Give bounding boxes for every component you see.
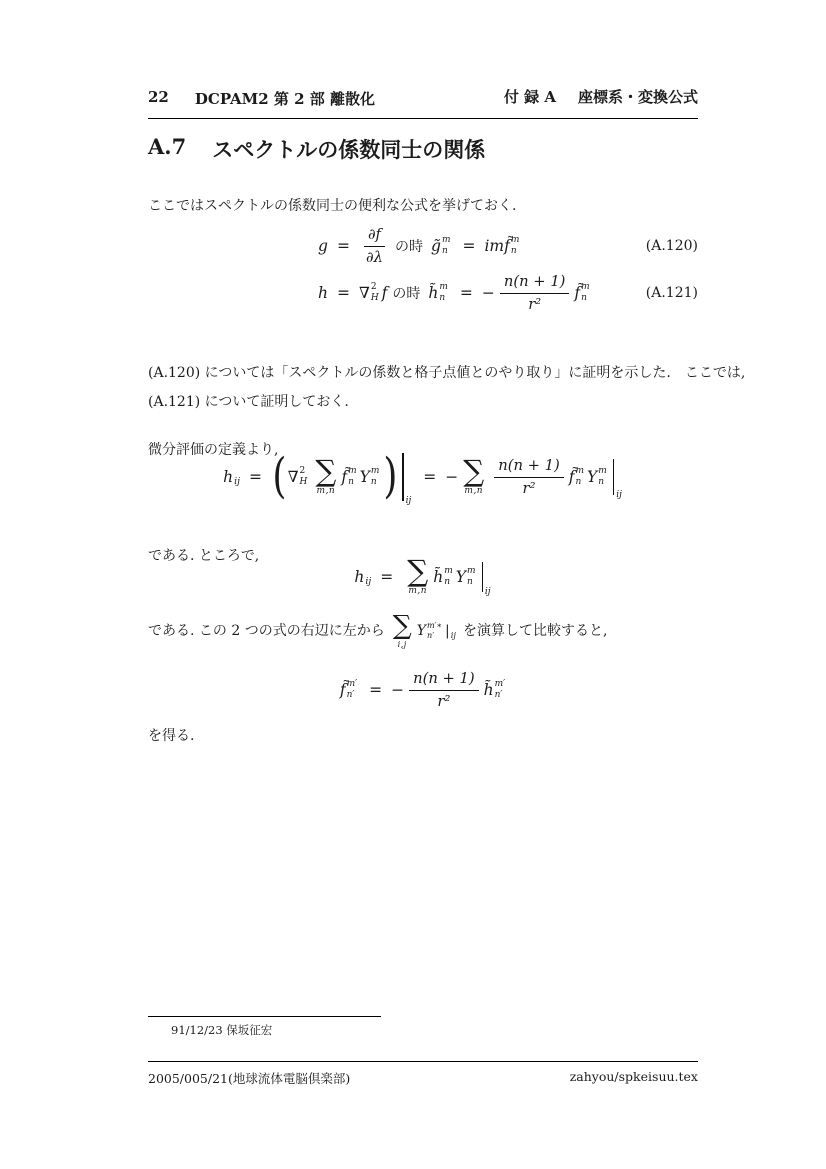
- section-number: A.7: [148, 134, 187, 159]
- var-f-tilde-prime: [340, 679, 360, 701]
- equals-sign: =: [423, 468, 437, 486]
- sum-limits: m,n: [316, 485, 336, 496]
- text-no-toki: の時: [395, 239, 423, 255]
- var-f-tilde: f̃: [339, 681, 346, 699]
- operator-laplacian: [288, 466, 311, 488]
- supsub-mn: [467, 566, 476, 588]
- sum-over-mn: [315, 454, 337, 496]
- sup-m: m: [598, 466, 607, 477]
- footnote-rule: [148, 1016, 381, 1017]
- sub-n-prime: n′: [426, 630, 435, 640]
- sub-n-prime: n′: [346, 690, 355, 700]
- header-right-title: 座標系・変換公式: [577, 88, 698, 106]
- supsub-mstar-nprime: [427, 621, 442, 641]
- section-title-text: スペクトルの係数同士の関係: [212, 137, 486, 162]
- sub-n: n: [444, 577, 451, 587]
- proof-reference-paragraph: [148, 359, 746, 417]
- var-f-tilde-nm: [574, 282, 592, 304]
- sup-m: m: [441, 235, 451, 246]
- comparison-paragraph: [148, 606, 700, 656]
- sigma-icon: ∑: [315, 454, 337, 489]
- var-Y: Y: [587, 468, 598, 486]
- var-g: g: [318, 237, 328, 255]
- equation-a120-body: [318, 226, 522, 266]
- vertical-bar-icon: [482, 562, 483, 592]
- supsub-mn: [511, 235, 520, 257]
- equation-group: [148, 224, 698, 315]
- conclusion-text: を得る.: [148, 728, 195, 744]
- var-Y-nm: [456, 566, 479, 588]
- eval-sub-ij: ij: [405, 496, 412, 506]
- sub-n: n: [467, 577, 473, 587]
- sum-limits: m,n: [408, 585, 428, 596]
- section-heading: [148, 134, 698, 164]
- sup-m-prime: m′: [346, 679, 358, 690]
- footnote-text: 91/12/23 保坂征宏: [171, 1023, 273, 1037]
- sub-ij: ij: [365, 575, 372, 587]
- sub-n-prime: n′: [494, 690, 503, 700]
- sub-n: n: [441, 246, 448, 256]
- var-h-tilde: h̃: [483, 681, 494, 699]
- sup-m: m: [370, 466, 380, 477]
- text-no-toki: の時: [392, 286, 421, 302]
- supsub-mn: [439, 282, 448, 304]
- fraction-denominator: r²: [437, 692, 451, 710]
- equals-sign: =: [462, 237, 476, 255]
- equation-a121: [148, 271, 698, 315]
- fraction-denominator: ∂λ: [365, 248, 383, 266]
- sup-m-prime: m′: [494, 679, 506, 690]
- sub-ij: ij: [234, 475, 240, 487]
- sub-n: n: [598, 477, 605, 487]
- fraction-numerator: n(n + 1): [494, 457, 564, 478]
- var-Y: Y: [359, 468, 370, 486]
- right-paren: ): [383, 448, 398, 505]
- supsub-2H: [300, 466, 308, 488]
- var-Y-conjugate: [417, 617, 456, 646]
- equation-a120: [148, 224, 698, 268]
- var-im: im: [484, 237, 505, 255]
- fraction-numerator: n(n + 1): [500, 273, 570, 294]
- nabla-icon: ∇: [287, 468, 299, 486]
- minus-sign: −: [481, 284, 495, 302]
- sup-m: m: [581, 282, 590, 293]
- equals-sign: =: [459, 284, 473, 302]
- eval-sub-ij: ij: [484, 587, 491, 597]
- comparison-text-pre: である. この 2 つの式の右辺に左から: [148, 622, 385, 639]
- header-left-title: DCPAM2 第 2 部 離散化: [194, 90, 376, 108]
- var-Y-nm: [587, 466, 610, 488]
- page-footer: [148, 1061, 698, 1087]
- fraction-numerator: n(n + 1): [409, 670, 479, 691]
- var-Y-nm: [360, 466, 383, 488]
- header-right: [504, 86, 698, 107]
- var-h-tilde: h̃: [433, 568, 444, 586]
- supsub-mn: [598, 466, 607, 488]
- var-f-tilde: f̃: [568, 468, 575, 486]
- header-appendix-label: 付 録 A: [503, 88, 556, 106]
- footer-right-filename: zahyou/spkeisuu.tex: [569, 1069, 698, 1084]
- sub-n: n: [439, 293, 446, 303]
- sub-n: n: [581, 293, 587, 303]
- derivative-definition-text: 微分評価の定義より,: [148, 442, 279, 458]
- footnote-block: [148, 1016, 700, 1038]
- dearu-tokorode-text: である. ところで,: [148, 548, 260, 564]
- sub-n: n: [348, 477, 354, 487]
- var-h-tilde-prime: [484, 679, 509, 701]
- supsub-mprime-nprime: [347, 679, 358, 701]
- page-header: [148, 86, 698, 119]
- sum-limits: i,j: [397, 638, 407, 649]
- page-number: 22: [148, 88, 169, 106]
- var-f-tilde-nm: [341, 466, 359, 488]
- var-h: h: [318, 284, 328, 302]
- var-f: f: [381, 284, 388, 302]
- equals-sign: =: [380, 568, 394, 586]
- var-h-tilde: h̃: [428, 284, 439, 302]
- comparison-text-post: を演算して比較すると,: [463, 622, 608, 639]
- var-g-tilde-nm: [431, 235, 453, 257]
- term-im-f-tilde: [484, 235, 522, 257]
- left-paren: (: [272, 448, 287, 505]
- equals-sign: =: [248, 468, 262, 486]
- supsub-mn: [442, 235, 451, 257]
- supsub-mn: [371, 466, 380, 488]
- minus-sign: −: [445, 468, 459, 486]
- sigma-icon: ∑: [392, 609, 412, 641]
- evaluation-bar-ij: [482, 562, 491, 597]
- evaluation-bar-ij: [613, 459, 622, 500]
- var-h-tilde-nm: [433, 566, 456, 588]
- sigma-icon: ∑: [407, 554, 429, 589]
- var-h-tilde-nm: [428, 282, 451, 304]
- var-g-tilde: g̃: [431, 237, 441, 255]
- vertical-bar-icon: [402, 453, 403, 501]
- equation-number-a120: (A.120): [645, 238, 698, 254]
- proof-line-2: (A.121) について証明しておく.: [148, 394, 349, 410]
- var-f-tilde: f̃: [574, 284, 581, 302]
- sup-m: m: [575, 466, 585, 477]
- equation-final-relation: [148, 664, 700, 716]
- equals-sign: =: [336, 284, 350, 302]
- sup-m: m: [439, 282, 448, 293]
- var-h-ij: [354, 568, 371, 586]
- eval-sub-ij: ij: [616, 490, 622, 500]
- vertical-bar-icon: [613, 459, 614, 495]
- fraction-df-dlambda: [364, 226, 385, 266]
- footer-left-text: 2005/005/21(地球流体電脳倶楽部): [148, 1071, 351, 1086]
- var-f-tilde: f̃: [341, 468, 348, 486]
- equation-number-a121: (A.121): [645, 285, 698, 301]
- sub-H: H: [299, 477, 308, 487]
- supsub-2H: [371, 282, 379, 304]
- var-Y: Y: [416, 622, 426, 639]
- var-Y: Y: [455, 568, 466, 586]
- fraction-numerator: ∂f: [364, 226, 385, 247]
- var-h: h: [354, 568, 365, 586]
- sum-over-mn: [407, 554, 429, 596]
- sup-2: 2: [370, 282, 377, 293]
- sup-m-prime-star: m′∗: [426, 620, 443, 631]
- sub-H: H: [370, 293, 379, 303]
- sub-n: n: [510, 246, 517, 256]
- var-h-ij: [223, 468, 240, 486]
- equals-sign: =: [369, 681, 383, 699]
- header-left: [148, 88, 375, 109]
- eval-sub-ij: ij: [450, 629, 457, 640]
- sup-m: m: [444, 566, 453, 577]
- operator-laplacian-f: [359, 282, 387, 304]
- sup-m: m: [510, 235, 520, 246]
- equation-a121-body: [318, 273, 593, 313]
- sup-2: 2: [299, 466, 306, 477]
- proof-line-1: (A.120) については「スペクトルの係数と格子点値とのやり取り」に証明を示した. ここでは,: [148, 365, 746, 381]
- nabla-icon: ∇: [358, 284, 370, 302]
- var-h: h: [223, 468, 234, 486]
- equation-hij-spectral-sum: [148, 552, 700, 602]
- fraction-denominator: r²: [522, 479, 536, 497]
- evaluation-bar-ij: [402, 453, 412, 506]
- equation-hij-definition: [148, 445, 700, 509]
- var-f-tilde: f̃: [504, 237, 510, 255]
- vertical-bar-icon: |: [445, 622, 450, 639]
- sup-m: m: [467, 566, 476, 577]
- sup-m: m: [348, 466, 357, 477]
- sum-over-ij: [392, 609, 412, 649]
- fraction-nn1-r2: [409, 670, 479, 710]
- fraction-nn1-r2: [494, 457, 564, 497]
- supsub-mn: [348, 466, 357, 488]
- supsub-mn: [581, 282, 590, 304]
- sum-over-mn: [463, 454, 485, 496]
- fraction-nn1-r2: [500, 273, 570, 313]
- var-f-tilde-nm: [569, 466, 587, 488]
- sum-limits: m,n: [464, 485, 484, 496]
- fraction-denominator: r²: [528, 295, 542, 313]
- supsub-mn: [576, 466, 585, 488]
- sub-n: n: [370, 477, 377, 487]
- minus-sign: −: [391, 681, 405, 699]
- supsub-mn: [444, 566, 453, 588]
- sigma-icon: ∑: [463, 454, 485, 489]
- supsub-mprime-nprime: [495, 679, 506, 701]
- intro-paragraph: ここではスペクトルの係数同士の便利な公式を挙げておく.: [148, 198, 517, 214]
- sub-n: n: [575, 477, 582, 487]
- equals-sign: =: [336, 237, 350, 255]
